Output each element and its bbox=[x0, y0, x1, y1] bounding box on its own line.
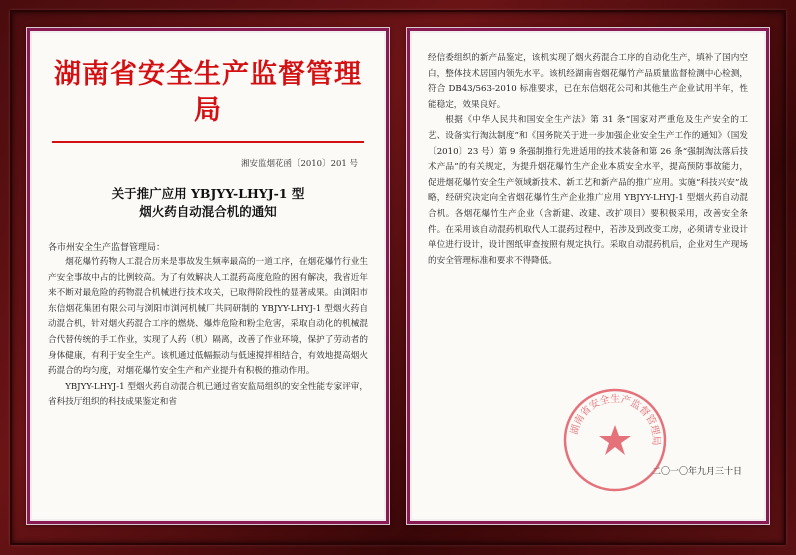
document-title-line1: 关于推广应用 YBJYY-LHYJ-1 型 bbox=[111, 186, 305, 201]
seal-text: 湖南省安全生产监督管理局 bbox=[569, 393, 662, 446]
body-paragraph-1: 烟花爆竹药物人工混合历来是事故发生频率最高的一道工序，在烟花爆竹行业生产安全事故中占的比例较高。为了有效解决人工混药高度危险的困有解决，我省近年来不断对最危险的药物混合机械进行技术攻关，已取得阶段性的显著成果。由浏阳市东信烟花集团有限公司与浏阳市浏河机械厂共同研制的 YBJYY-LHYJ-1 型烟火药自动混合机，针对烟火药混合工序的燃烧、爆炸危险和粉尘危害，采取自动化的机械混合代替传统的手工作业，实现了人药（机）隔离，改善了作业环境，保护了劳动者的身体健康，有利于安全生产。该机通过低幅振动与低速搅拌相结合，有效地提高烟火药混合的均匀度，对烟花爆竹安全生产和产业提升有积极的推动作用。 bbox=[48, 257, 368, 377]
red-divider bbox=[52, 141, 364, 143]
body-paragraph-3: 经信委组织的新产品鉴定，该机实现了烟火药混合工序的自动化生产，填补了国内空白，整体技术居国内领先水平。该机经湖南省烟花爆竹产品质量监督检测中心检测，符合 DB43/563-2010 标准要求，已在东信烟花公司和其他生产企业试用半年，性能稳定，效果良好。 bbox=[428, 53, 748, 110]
issue-date: 二〇一〇年九月三十日 bbox=[651, 467, 742, 477]
seal-star-icon bbox=[599, 425, 631, 455]
document-title-line2: 烟火药自动混合机的通知 bbox=[139, 204, 277, 219]
org-title: 湖南省安全生产监督管理局 bbox=[54, 59, 362, 126]
document-title bbox=[48, 185, 368, 221]
document-page-left bbox=[27, 28, 389, 524]
body-paragraph-4: 根据《中华人民共和国安全生产法》第 31 条“国家对严重危及生产安全的工艺、设备实行淘汰制度”和《国务院关于进一步加强企业安全生产工作的通知》（国发〔2010〕23 号）第 9 条强制推行先进适用的技术装备和第 26 条“强制淘汰落后技术产品”的有关规定，为提升烟花爆竹生产企业本质安全水平，提高预防事故能力，促进烟花爆竹安全生产领域新技术、新工艺和新产品的推广应用。实施“科技兴安”战略，经研究决定向全省烟花爆竹生产企业推广应用 YBJYY-LHYJ-1 型烟火药自动混合机。各烟花爆竹生产企业（含新建、改建、改扩项目）要积极采用，改善安全条件。在采用该自动混药机取代人工混药过程中，若涉及到改变工房，必须请专业设计单位进行设计，设计图纸审查按照有规定执行。采取自动混药机后，企业对生产现场的安全管理标准和要求不得降低。 bbox=[428, 115, 748, 266]
body-paragraph-2: YBJYY-LHYJ-1 型烟火药自动混合机已通过省安监局组织的安全性能专家评审，省科技厅组织的科技成果鉴定和省 bbox=[48, 381, 368, 408]
page-left-content bbox=[48, 45, 368, 511]
official-seal bbox=[560, 385, 670, 495]
document-number: 湘安监烟花函〔2010〕201 号 bbox=[240, 159, 358, 169]
document-page-right bbox=[407, 28, 769, 524]
addressee: 各市州安全生产监督管理局： bbox=[48, 243, 166, 253]
